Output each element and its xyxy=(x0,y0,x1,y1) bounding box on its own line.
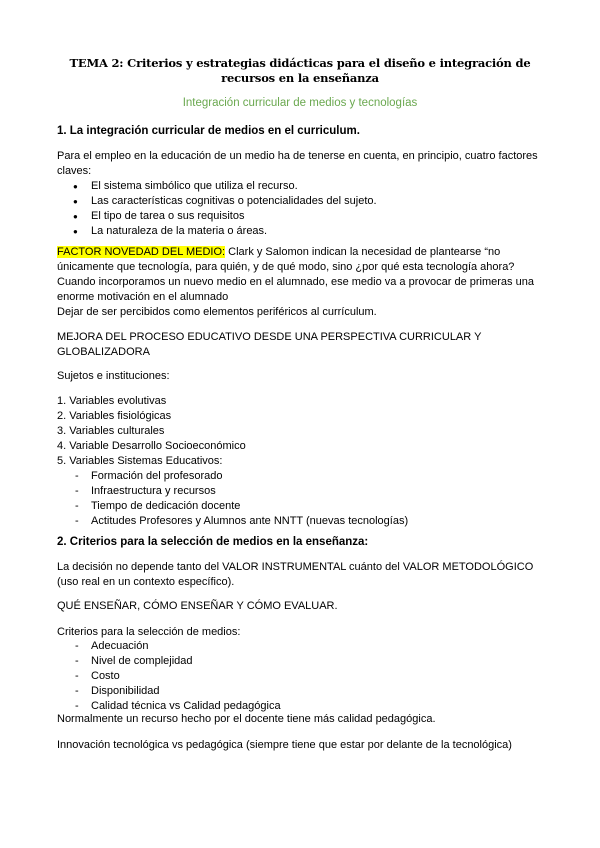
improve-line-1: MEJORA DEL PROCESO EDUCATIVO DESDE UNA PERSPECTIVA CURRICULAR Y xyxy=(57,331,482,343)
document-subtitle: Integración curricular de medios y tecnologías xyxy=(182,97,418,109)
intro-line-2: claves: xyxy=(57,165,92,177)
section2-heading: 2. Criterios para la selección de medios en la enseñanza: xyxy=(57,536,369,548)
criteria-label: Criterios para la selección de medios: xyxy=(57,626,241,638)
criteria-item: - Disponibilidad xyxy=(57,684,547,699)
criteria-item: - Nivel de complejidad xyxy=(57,654,547,669)
education-item: - Actitudes Profesores y Alumnos ante NNTT (nuevas tecnologías) xyxy=(57,514,547,529)
improve-paragraph xyxy=(57,330,547,360)
intro-line-1: Para el empleo en la educación de un medio ha de tenerse en cuenta, en principio, cuatro factores xyxy=(57,150,538,162)
novelty-line-4: enorme motivación en el alumnado xyxy=(57,291,229,303)
variable-item: 4. Variable Desarrollo Socioeconómico xyxy=(57,440,246,452)
decision-paragraph xyxy=(57,560,547,590)
variables-list-wrap xyxy=(57,394,547,529)
criteria-list-wrap xyxy=(57,639,547,714)
variables-list xyxy=(57,394,547,469)
what-how-line: QUÉ ENSEÑAR, CÓMO ENSEÑAR Y CÓMO EVALUAR. xyxy=(57,600,338,612)
novelty-line-5: Dejar de ser percibidos como elementos periféricos al currículum. xyxy=(57,306,377,318)
decision-line-1: La decisión no depende tanto del VALOR INSTRUMENTAL cuánto del VALOR METODOLÓGICO xyxy=(57,561,534,573)
factor-item: ● La naturaleza de la materia o áreas. xyxy=(57,224,547,239)
factors-list xyxy=(57,179,547,239)
factors-list-wrap xyxy=(57,179,547,239)
education-item: - Infraestructura y recursos xyxy=(57,484,547,499)
criteria-list xyxy=(57,639,547,714)
criteria-item: - Costo xyxy=(57,669,547,684)
innovation-line: Innovación tecnológica vs pedagógica (siempre tiene que estar por delante de la tecnológica) xyxy=(57,739,512,751)
subjects-label: Sujetos e instituciones: xyxy=(57,370,170,382)
document-title: TEMA 2: Criterios y estrategias didácticas para el diseño e integración de recursos en la enseñanza xyxy=(69,56,531,85)
education-item: - Formación del profesorado xyxy=(57,469,547,484)
section1-intro xyxy=(57,149,547,179)
criteria-item: - Calidad técnica vs Calidad pedagógica xyxy=(57,699,547,714)
variable-item: 3. Variables culturales xyxy=(57,425,165,437)
novelty-highlight: FACTOR NOVEDAD DEL MEDIO: xyxy=(57,246,226,258)
variable-item: 2. Variables fisiológicas xyxy=(57,410,172,422)
education-item: - Tiempo de dedicación docente xyxy=(57,499,547,514)
section1-heading: 1. La integración curricular de medios en el curriculum. xyxy=(57,125,360,137)
normally-line: Normalmente un recurso hecho por el docente tiene más calidad pedagógica. xyxy=(57,713,436,725)
education-items-list xyxy=(57,469,547,529)
improve-line-2: GLOBALIZADORA xyxy=(57,346,150,358)
novelty-line-2: únicamente que tecnología, para quién, y de qué modo, sino ¿por qué esta tecnología ahora? xyxy=(57,261,515,273)
criteria-item: - Adecuación xyxy=(57,639,547,654)
factor-item: ● Las características cognitivas o potencialidades del sujeto. xyxy=(57,194,547,209)
novelty-line-1 xyxy=(57,245,547,260)
factor-item: ● El tipo de tarea o sus requisitos xyxy=(57,209,547,224)
decision-line-2: (uso real en un contexto específico). xyxy=(57,576,235,588)
variable-item: 1. Variables evolutivas xyxy=(57,395,167,407)
novelty-line-3: Cuando incorporamos un nuevo medio en el alumnado, ese medio va a provocar de primeras una xyxy=(57,276,534,288)
variable-item: 5. Variables Sistemas Educativos: xyxy=(57,455,223,467)
factor-item: ● El sistema simbólico que utiliza el recurso. xyxy=(57,179,547,194)
novelty-paragraph xyxy=(57,245,547,320)
novelty-line-1-rest: Clark y Salomon indican la necesidad de plantearse “no xyxy=(225,246,501,258)
